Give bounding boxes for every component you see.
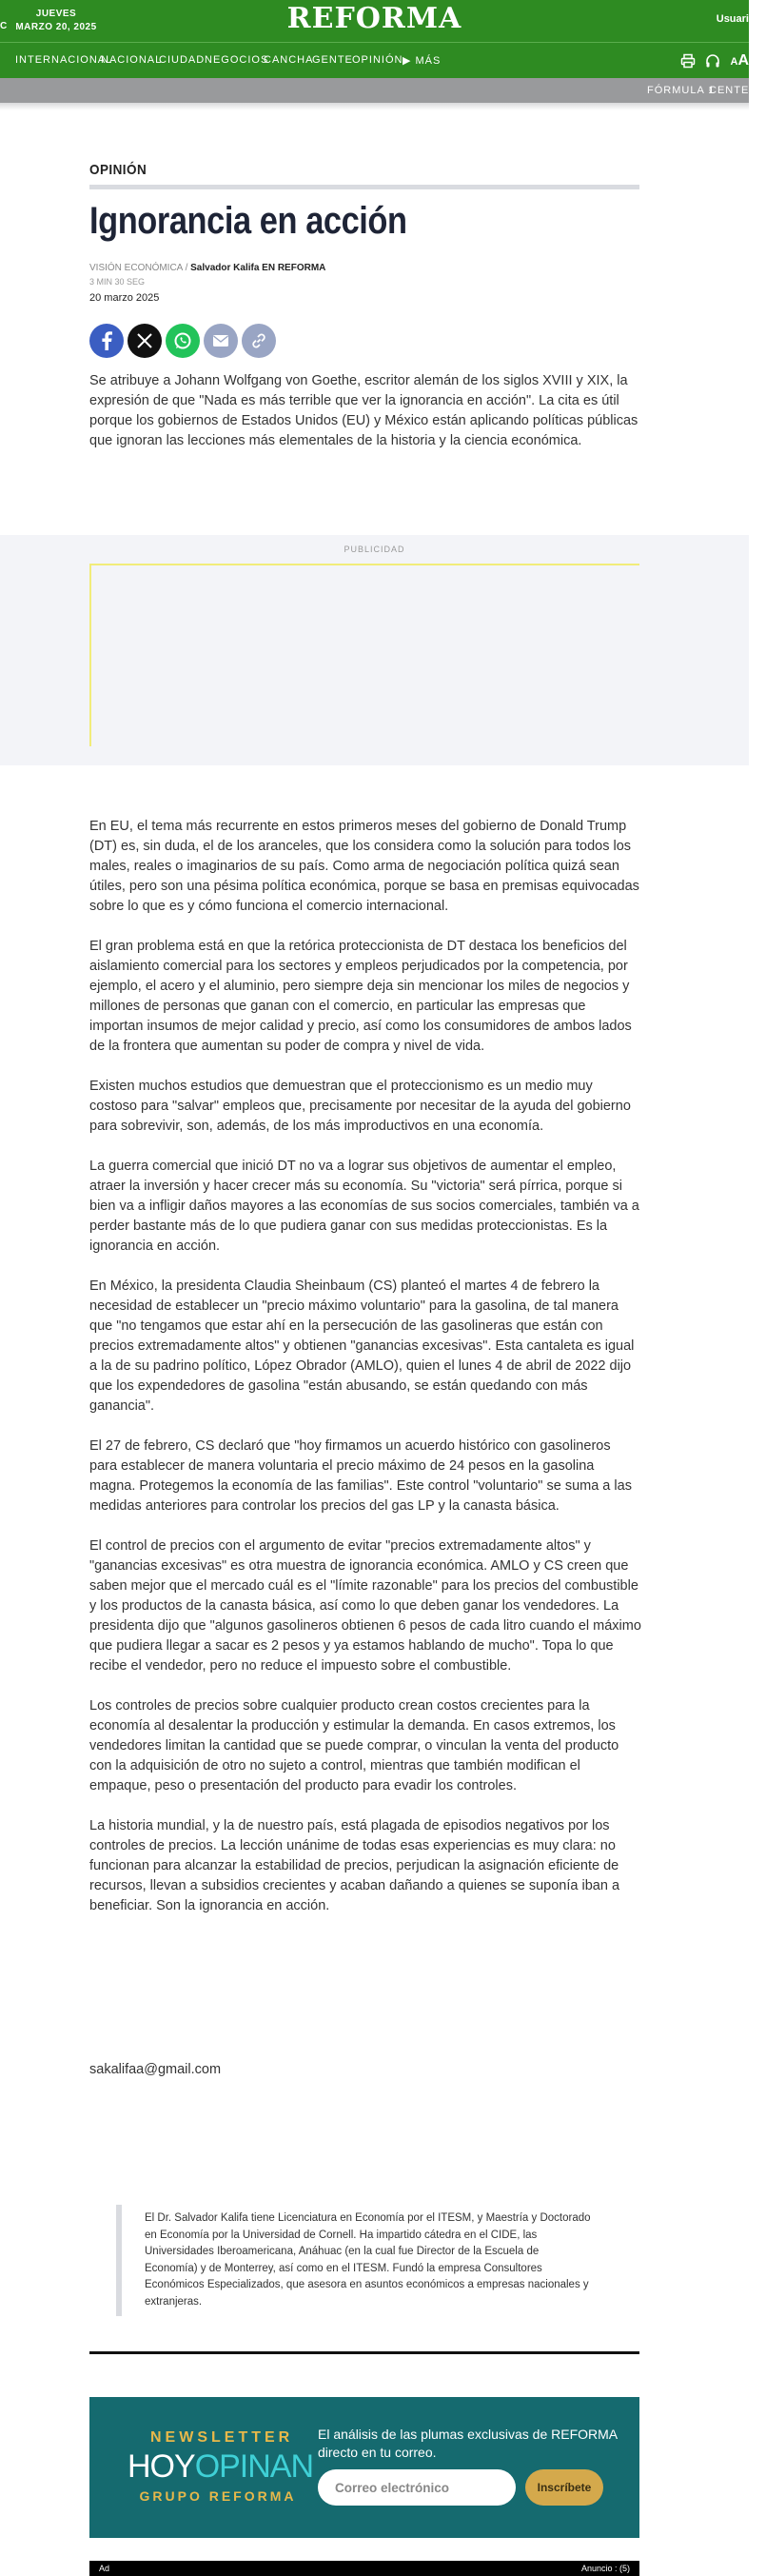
footer-ad-bar[interactable] [89,2561,639,2576]
paragraph: El control de precios con el argumento de evitar "precios extremadamente altos" y "ganancias excesivas" es otra muestra de ignorancia económica. AMLO y CS creen que saben mejor que el mercado cuál es el "límite razonable" para los precios del combustible y los productos de la canasta básica, así como lo que deben ganar los vendedores. La presidenta dijo que "algunos gasolineros obtienen 6 pesos de cada litro cuando el máximo que pudiera llegar a sacar es 2 pesos y ya estamos hablando de mucho". Topa lo que recibe el vendedor, pero no reduce el impuesto sobre el combustible. [89,1538,641,1674]
main-nav [0,42,749,78]
author-email[interactable]: sakalifaa@gmail.com [89,2062,222,2077]
section-divider [89,185,639,189]
brand-opinan: OPINAN [194,2448,314,2485]
nav-negocios[interactable]: NEGOCIOS [205,54,269,66]
subnav-formula1[interactable]: FÓRMULA 1 [647,85,716,96]
font-size-large: A [737,52,749,69]
bio-divider [89,2351,639,2354]
newsletter-brand [128,2448,314,2486]
weekday: JUEVES [35,9,77,19]
byline [89,263,325,273]
header-shadow [0,103,749,110]
whatsapp-share-button[interactable] [166,324,200,358]
newsletter-signup [89,2397,639,2538]
date-fragment: C [0,21,8,31]
read-time: 3 MIN 30 SEG [89,277,146,287]
copy-link-button[interactable] [242,324,276,358]
font-size-small: A [730,56,738,68]
headline: Ignorancia en acción [89,200,407,242]
paragraph: La guerra comercial que inició DT no va a lograr sus objetivos de aumentar el empleo, atraer la inversión y hacer crecer más su economía. Su "victoria" será pírrica, porque si bien va a infligir daños mayores a las economías de sus socios comerciales, también va a perder bastante más de lo que pudiera ganar con sus medidas proteccionistas. Es la ignorancia en acción. [89,1159,639,1254]
nav-gente[interactable]: GENTE [312,54,353,66]
top-bar [0,0,749,42]
article-lead: Se atribuye a Johann Wolfgang von Goethe, escritor alemán de los siglos XVIII y XIX, la expresión de que "Nada es más terrible que ver la ignorancia en acción". La cita es útil porque los gobiernos de Estados Unidos (EU) y México están aplicando políticas públicas que ignoran las lecciones más elementales de la historia y la ciencia económica. [89,373,638,448]
nav-opinion[interactable]: OPINIÓN [352,54,403,66]
newsletter-title: NEWSLETTER [150,2429,294,2446]
ad-tag: Ad [99,2564,110,2573]
user-link[interactable]: Usuari [716,13,749,25]
headphones-icon[interactable] [705,53,720,69]
nav-nacional[interactable]: NACIONAL [101,54,163,66]
brand-hoy: HOY [128,2448,195,2485]
ad-counter: Anuncio : (5) [580,2564,630,2573]
whatsapp-icon [173,331,192,350]
newsletter-email-input[interactable] [318,2469,516,2506]
paragraph: La historia mundial, y la de nuestro país, está plagada de episodios negativos por los controles de precios. La lección unánime de todas esas experiencias es muy clara: no funcionan para alcanzar la estabilidad de precios, perjudican la asignación eficiente de recursos, llevan a subsidios crecientes y acaban dañando a quienes se suponía iban a beneficiar. Son la ignorancia en acción. [89,1818,620,1913]
x-share-button[interactable] [128,324,162,358]
facebook-icon [100,331,113,350]
subscribe-button[interactable]: Inscríbete [525,2469,603,2506]
link-icon [250,332,267,349]
date: MARZO 20, 2025 [15,22,97,32]
nav-tools [680,51,749,70]
paragraph: El gran problema está en que la retórica proteccionista de DT destaca los beneficios del aislamiento comercial para los sectores y empleos perjudicados por la competencia, por ejemplo, el acero y el aluminio, pero siempre deja sin mencionar los miles de negocios y millones de personas que ganan con el comercio, en particular las empresas que importan insumos de mejor calidad y precio, así como los consumidores de ambos lados de la frontera que aumentan su poder de compra y nivel de vida. [89,939,632,1054]
envelope-icon [212,334,229,347]
nav-cancha[interactable]: CANCHA [264,54,314,66]
paragraph: Existen muchos estudios que demuestran que el proteccionismo es un medio muy costoso para "salvar" empleos que, precisamente por necesitar de la ayuda del gobierno para sobrevivir, son, además, de los más improductivos en una economía. [89,1079,631,1134]
paragraph: En EU, el tema más recurrente en estos primeros meses del gobierno de Donald Trump (DT) es, sin duda, el de los aranceles, que los considera como la solución para todos los males, reales o imaginarios de su país. Como arma de negociación política quizá sean útiles, pero son una pésima política económica, porque se basa en premisas equivocadas sobre lo que es y cómo funciona el comercio internacional. [89,819,639,914]
x-icon [137,333,152,348]
facebook-share-button[interactable] [89,324,124,358]
subnav-centena[interactable]: CENTENA [709,85,766,96]
publish-date: 20 marzo 2025 [89,292,160,304]
author-name[interactable]: Salvador Kalifa EN REFORMA [190,263,326,273]
nav-mas[interactable]: ▶ MÁS [403,55,442,67]
paragraph: En México, la presidenta Claudia Sheinbaum (CS) planteó el martes 4 de febrero la necesidad de establecer un "precio máximo voluntario" para la gasolina, de tal manera que "no tengamos que estar ahí en la persecución de las gasolineras que están con precios extremadamente altos" y obtienen "ganancias excesivas". Esta cantaleta es igual a la de su padrino político, López Obrador (AMLO), quien el lunes 4 de abril de 2022 dijo que los expendedores de gasolina "están abusando, se están quedando con más ganancia". [89,1278,635,1414]
column-name[interactable]: VISIÓN ECONÓMICA / [89,263,191,273]
ad-slot[interactable] [89,564,639,746]
paragraph: El 27 de febrero, CS declaró que "hoy firmamos un acuerdo histórico con gasolineros para establecer de manera voluntaria el precio máximo de 24 pesos en la gasolina magna. Protegemos la economía de las familias". Este control "voluntario" se suma a las medidas anteriores para controlar los precios del gas LP y la canasta básica. [89,1438,632,1514]
reforma-logo[interactable]: REFORMA [286,2,462,35]
nav-ciudad[interactable]: CIUDAD [159,54,206,66]
newsletter-description: El análisis de las plumas exclusivas de REFORMA directo en tu correo. [318,2427,618,2460]
article-body [89,817,641,1936]
newsletter-group: GRUPO REFORMA [139,2488,297,2504]
email-share-button[interactable] [204,324,238,358]
nav-internacional[interactable]: INTERNACIONAL [15,54,113,66]
print-icon[interactable] [680,53,696,69]
section-label[interactable]: OPINIÓN [89,162,147,178]
font-size-toggle[interactable] [730,52,749,69]
author-bio: El Dr. Salvador Kalifa tiene Licenciatura en Economía por el ITESM, y Maestría y Doctorado en Economía por la Universidad de Cornell. Ha impartido cátedra en el CIDE, las Universidades Iberoamericana, Anáhuac (en la cual fue Director de la Escuela de Economía) y de Monterrey, así como en el ITESM. Fundó la empresa Consultores Económicos Especializados, que asesora en asuntos económicos a empresas nacionales y extranjeras. [116,2205,594,2316]
secondary-nav [0,78,766,103]
paragraph: Los controles de precios sobre cualquier producto crean costos crecientes para la economía al desalentar la producción y estimular la demanda. En casos extremos, los vendedores limitan la cantidad que se puede comprar, o vinculan la venta del producto con la adquisición de otro no sujeto a control, mientras que también modifican el empaque, peso o presentación del producto para evadir los controles. [89,1698,619,1793]
ad-label: PUBLICIDAD [344,545,405,554]
